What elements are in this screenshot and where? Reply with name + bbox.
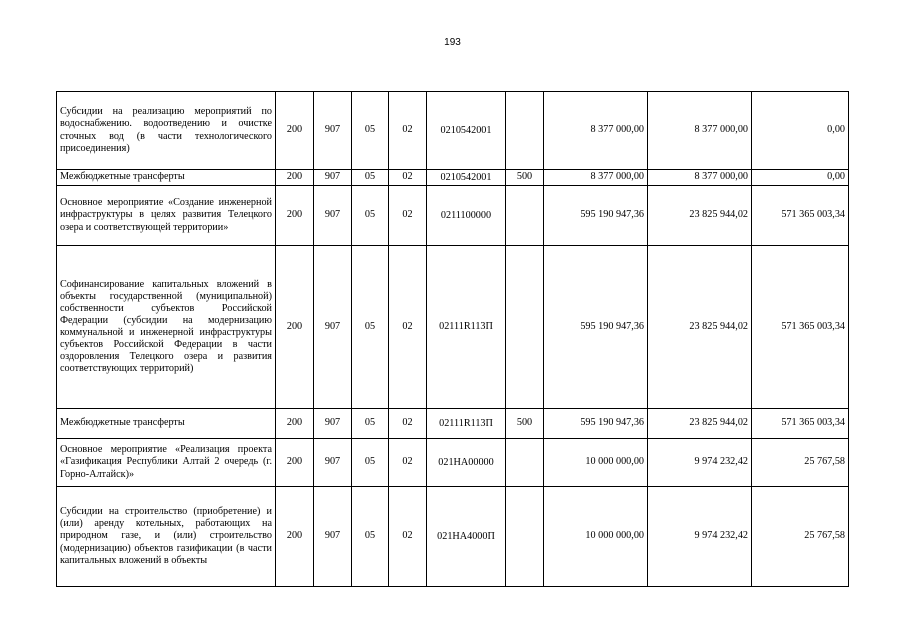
executed-amount: 23 825 944,02	[648, 409, 752, 439]
planned-amount: 595 190 947,36	[544, 186, 648, 246]
table-row	[57, 186, 849, 246]
row-description: Межбюджетные трансферты	[57, 170, 276, 186]
expense-type-code: 500	[506, 170, 544, 186]
table-row	[57, 487, 849, 587]
remaining-amount: 571 365 003,34	[752, 246, 849, 409]
executed-amount: 8 377 000,00	[648, 92, 752, 170]
remaining-amount: 0,00	[752, 92, 849, 170]
razdel-code: 05	[352, 246, 389, 409]
glava-code: 907	[314, 439, 352, 487]
remaining-amount: 0,00	[752, 170, 849, 186]
podrazdel-code: 02	[389, 186, 427, 246]
razdel-code: 05	[352, 439, 389, 487]
table-row	[57, 170, 849, 186]
planned-amount: 595 190 947,36	[544, 409, 648, 439]
row-description: Основное мероприятие «Реализация проекта «Газификация Республики Алтай 2 очередь (г. Горно-Алтайск)»	[57, 439, 276, 487]
podrazdel-code: 02	[389, 246, 427, 409]
executed-amount: 8 377 000,00	[648, 170, 752, 186]
budget-table	[56, 91, 849, 587]
glava-code: 907	[314, 409, 352, 439]
podrazdel-code: 02	[389, 409, 427, 439]
row-description: Основное мероприятие «Создание инженерной инфраструктуры в целях развития Телецкого озера и соответствующей территории»	[57, 186, 276, 246]
row-description: Софинансирование капитальных вложений в объекты государственной (муниципальной) собственности субъектов Российской Федерации (субсидии на модернизацию коммунальной и инженерной инфраструктуры субъектов Российской Федерации в части оздоровления Телецкого озера и развития соответствующих территорий)	[57, 246, 276, 409]
podrazdel-code: 02	[389, 170, 427, 186]
ministry-code: 200	[276, 92, 314, 170]
table-row	[57, 92, 849, 170]
razdel-code: 05	[352, 409, 389, 439]
row-description: Субсидии на реализацию мероприятий по водоснабжению. водоотведению и очистке сточных вод (в части технологического присоединения)	[57, 92, 276, 170]
planned-amount: 10 000 000,00	[544, 439, 648, 487]
target-article-code: 0211100000	[427, 186, 506, 246]
executed-amount: 9 974 232,42	[648, 439, 752, 487]
remaining-amount: 571 365 003,34	[752, 409, 849, 439]
razdel-code: 05	[352, 92, 389, 170]
podrazdel-code: 02	[389, 439, 427, 487]
table-row	[57, 246, 849, 409]
table-row	[57, 439, 849, 487]
row-description: Субсидии на строительство (приобретение) и (или) аренду котельных, работающих на природном газе, и (или) строительство (модернизацию) объектов газификации (в части капитальных вложений в объекты	[57, 487, 276, 587]
target-article-code: 02111R113П	[427, 409, 506, 439]
target-article-code: 02111R113П	[427, 246, 506, 409]
row-description: Межбюджетные трансферты	[57, 409, 276, 439]
glava-code: 907	[314, 246, 352, 409]
table-row	[57, 409, 849, 439]
target-article-code: 021НА00000	[427, 439, 506, 487]
planned-amount: 8 377 000,00	[544, 170, 648, 186]
expense-type-code	[506, 186, 544, 246]
ministry-code: 200	[276, 246, 314, 409]
planned-amount: 8 377 000,00	[544, 92, 648, 170]
expense-type-code	[506, 246, 544, 409]
expense-type-code	[506, 439, 544, 487]
ministry-code: 200	[276, 439, 314, 487]
expense-type-code: 500	[506, 409, 544, 439]
executed-amount: 9 974 232,42	[648, 487, 752, 587]
glava-code: 907	[314, 92, 352, 170]
executed-amount: 23 825 944,02	[648, 246, 752, 409]
expense-type-code	[506, 92, 544, 170]
expense-type-code	[506, 487, 544, 587]
razdel-code: 05	[352, 487, 389, 587]
glava-code: 907	[314, 170, 352, 186]
target-article-code: 021НА4000П	[427, 487, 506, 587]
target-article-code: 0210542001	[427, 92, 506, 170]
podrazdel-code: 02	[389, 92, 427, 170]
page-number: 193	[444, 37, 461, 48]
remaining-amount: 571 365 003,34	[752, 186, 849, 246]
ministry-code: 200	[276, 186, 314, 246]
razdel-code: 05	[352, 186, 389, 246]
razdel-code: 05	[352, 170, 389, 186]
executed-amount: 23 825 944,02	[648, 186, 752, 246]
planned-amount: 595 190 947,36	[544, 246, 648, 409]
podrazdel-code: 02	[389, 487, 427, 587]
planned-amount: 10 000 000,00	[544, 487, 648, 587]
glava-code: 907	[314, 487, 352, 587]
ministry-code: 200	[276, 487, 314, 587]
remaining-amount: 25 767,58	[752, 487, 849, 587]
glava-code: 907	[314, 186, 352, 246]
ministry-code: 200	[276, 170, 314, 186]
target-article-code: 0210542001	[427, 170, 506, 186]
remaining-amount: 25 767,58	[752, 439, 849, 487]
ministry-code: 200	[276, 409, 314, 439]
